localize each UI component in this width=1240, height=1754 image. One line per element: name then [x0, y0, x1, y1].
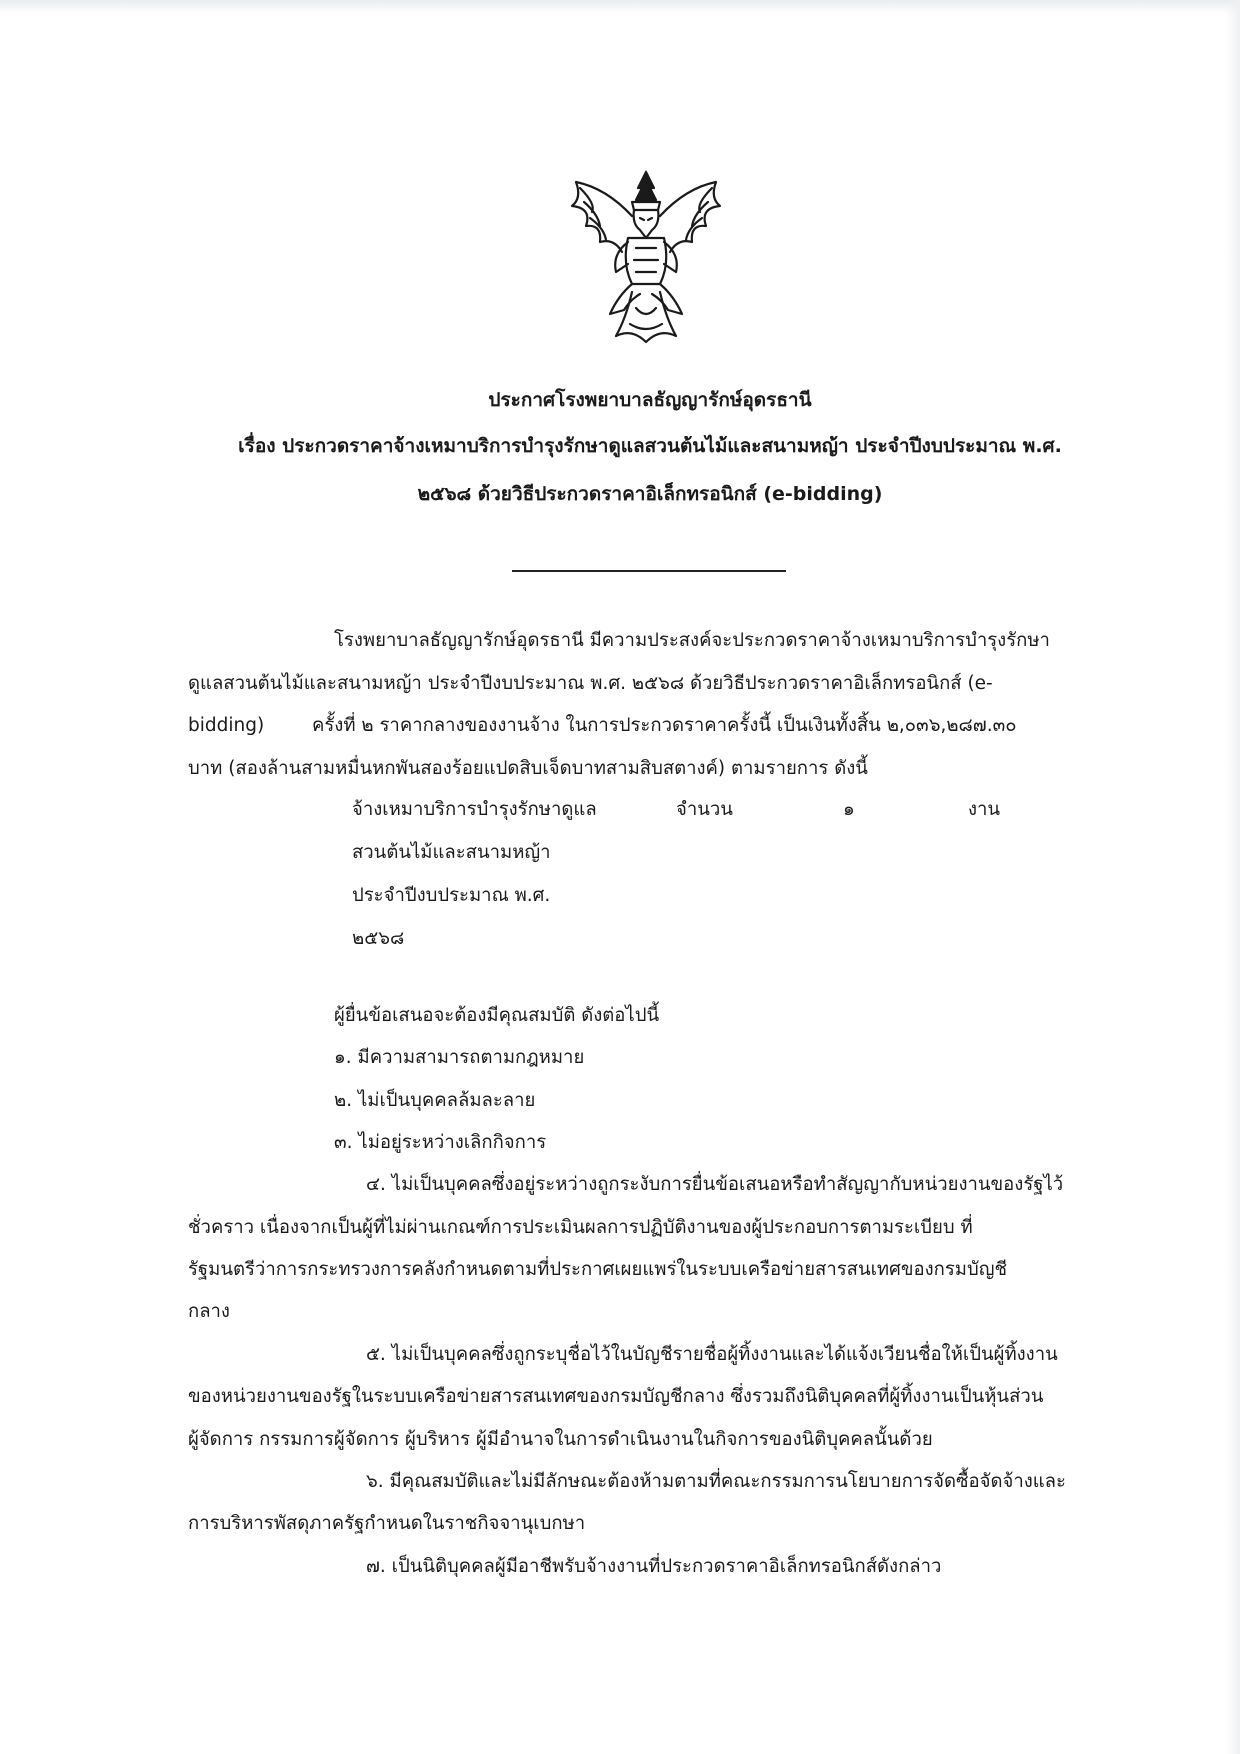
- intro-line: โรงพยาบาลธัญญารักษ์อุดรธานี มีความประสงค์จะประกวดราคาจ้างเหมาบริการบำรุงรักษา: [334, 630, 1050, 651]
- item-name-line: สวนต้นไม้และสนามหญ้า: [352, 842, 551, 863]
- scan-edge-right: [1226, 0, 1240, 1754]
- qualification-item: ชั่วคราว เนื่องจากเป็นผู้ที่ไม่ผ่านเกณฑ์การประเมินผลการปฏิบัติงานของผู้ประกอบการตามระเบียบ ที่: [188, 1217, 973, 1238]
- qualification-item: ๒. ไม่เป็นบุคคลล้มละลาย: [334, 1090, 536, 1111]
- item-name-line: ๒๕๖๘: [352, 928, 405, 949]
- intro-line: ดูแลสวนต้นไม้และสนามหญ้า ประจำปีงบประมาณ พ.ศ. ๒๕๖๘ ด้วยวิธีประกวดราคาอิเล็กทรอนิกส์ (e-: [188, 673, 993, 694]
- qualification-item: กลาง: [188, 1301, 230, 1322]
- announcement-subject-line1: เรื่อง ประกวดราคาจ้างเหมาบริการบำรุงรักษาดูแลสวนต้นไม้และสนามหญ้า ประจำปีงบประมาณ พ.ศ.: [238, 435, 1062, 457]
- qualification-item: ๓. ไม่อยู่ระหว่างเลิกกิจการ: [334, 1132, 547, 1153]
- qualifications-heading: ผู้ยื่นข้อเสนอจะต้องมีคุณสมบัติ ดังต่อไปนี้: [334, 1005, 660, 1026]
- qualification-item: ผู้จัดการ กรรมการผู้จัดการ ผู้บริหาร ผู้มีอำนาจในการดำเนินงานในกิจการของนิติบุคคลนั้นด้วย: [188, 1429, 933, 1450]
- announcement-title: ประกาศโรงพยาบาลธัญญารักษ์อุดรธานี: [488, 389, 812, 411]
- item-name-line: จ้างเหมาบริการบำรุงรักษาดูแล: [352, 799, 597, 820]
- qualification-item: ๖. มีคุณสมบัติและไม่มีลักษณะต้องห้ามตามที่คณะกรรมการนโยบายการจัดซื้อจัดจ้างและ: [366, 1471, 1066, 1492]
- qualification-item: ของหน่วยงานของรัฐในระบบเครือข่ายสารสนเทศของกรมบัญชีกลาง ซึ่งรวมถึงนิติบุคคลที่ผู้ทิ้งงานเป็นหุ้นส่วน: [188, 1386, 1044, 1407]
- qualification-item: ๑. มีความสามารถตามกฎหมาย: [334, 1047, 585, 1068]
- item-name-line: ประจำปีงบประมาณ พ.ศ.: [352, 885, 551, 906]
- title-divider: [512, 570, 786, 572]
- scan-edge-top: [0, 0, 1240, 14]
- item-quantity: ๑: [843, 799, 855, 820]
- announcement-subject-line2: ๒๕๖๘ ด้วยวิธีประกวดราคาอิเล็กทรอนิกส์ (e-bidding): [417, 483, 883, 505]
- qualification-item: ๕. ไม่เป็นบุคคลซึ่งถูกระบุชื่อไว้ในบัญชีรายชื่อผู้ทิ้งงานและได้แจ้งเวียนชื่อให้เป็นผู้ทิ้งงาน: [366, 1344, 1058, 1365]
- intro-line: bidding): [188, 715, 265, 736]
- qualification-item: การบริหารพัสดุภาครัฐกำหนดในราชกิจจานุเบกษา: [188, 1513, 586, 1534]
- qualification-item: ๔. ไม่เป็นบุคคลซึ่งอยู่ระหว่างถูกระงับการยื่นข้อเสนอหรือทำสัญญากับหน่วยงานของรัฐไว้: [366, 1174, 1064, 1195]
- qualification-item: ๗. เป็นนิติบุคคลผู้มีอาชีพรับจ้างงานที่ประกวดราคาอิเล็กทรอนิกส์ดังกล่าว: [366, 1556, 942, 1577]
- qualification-item: รัฐมนตรีว่าการกระทรวงการคลังกำหนดตามที่ประกาศเผยแพร่ในระบบเครือข่ายสารสนเทศของกรมบัญชี: [188, 1259, 1008, 1280]
- intro-line: ครั้งที่ ๒ ราคากลางของงานจ้าง ในการประกวดราคาครั้งนี้ เป็นเงินทั้งสิ้น ๒,๐๓๖,๒๘๗.๓๐: [312, 715, 1017, 736]
- garuda-emblem-icon: [566, 168, 726, 346]
- item-quantity-label: จำนวน: [676, 799, 733, 820]
- intro-line: บาท (สองล้านสามหมื่นหกพันสองร้อยแปดสิบเจ็ดบาทสามสิบสตางค์) ตามรายการ ดังนี้: [188, 758, 868, 779]
- item-unit: งาน: [968, 799, 1001, 820]
